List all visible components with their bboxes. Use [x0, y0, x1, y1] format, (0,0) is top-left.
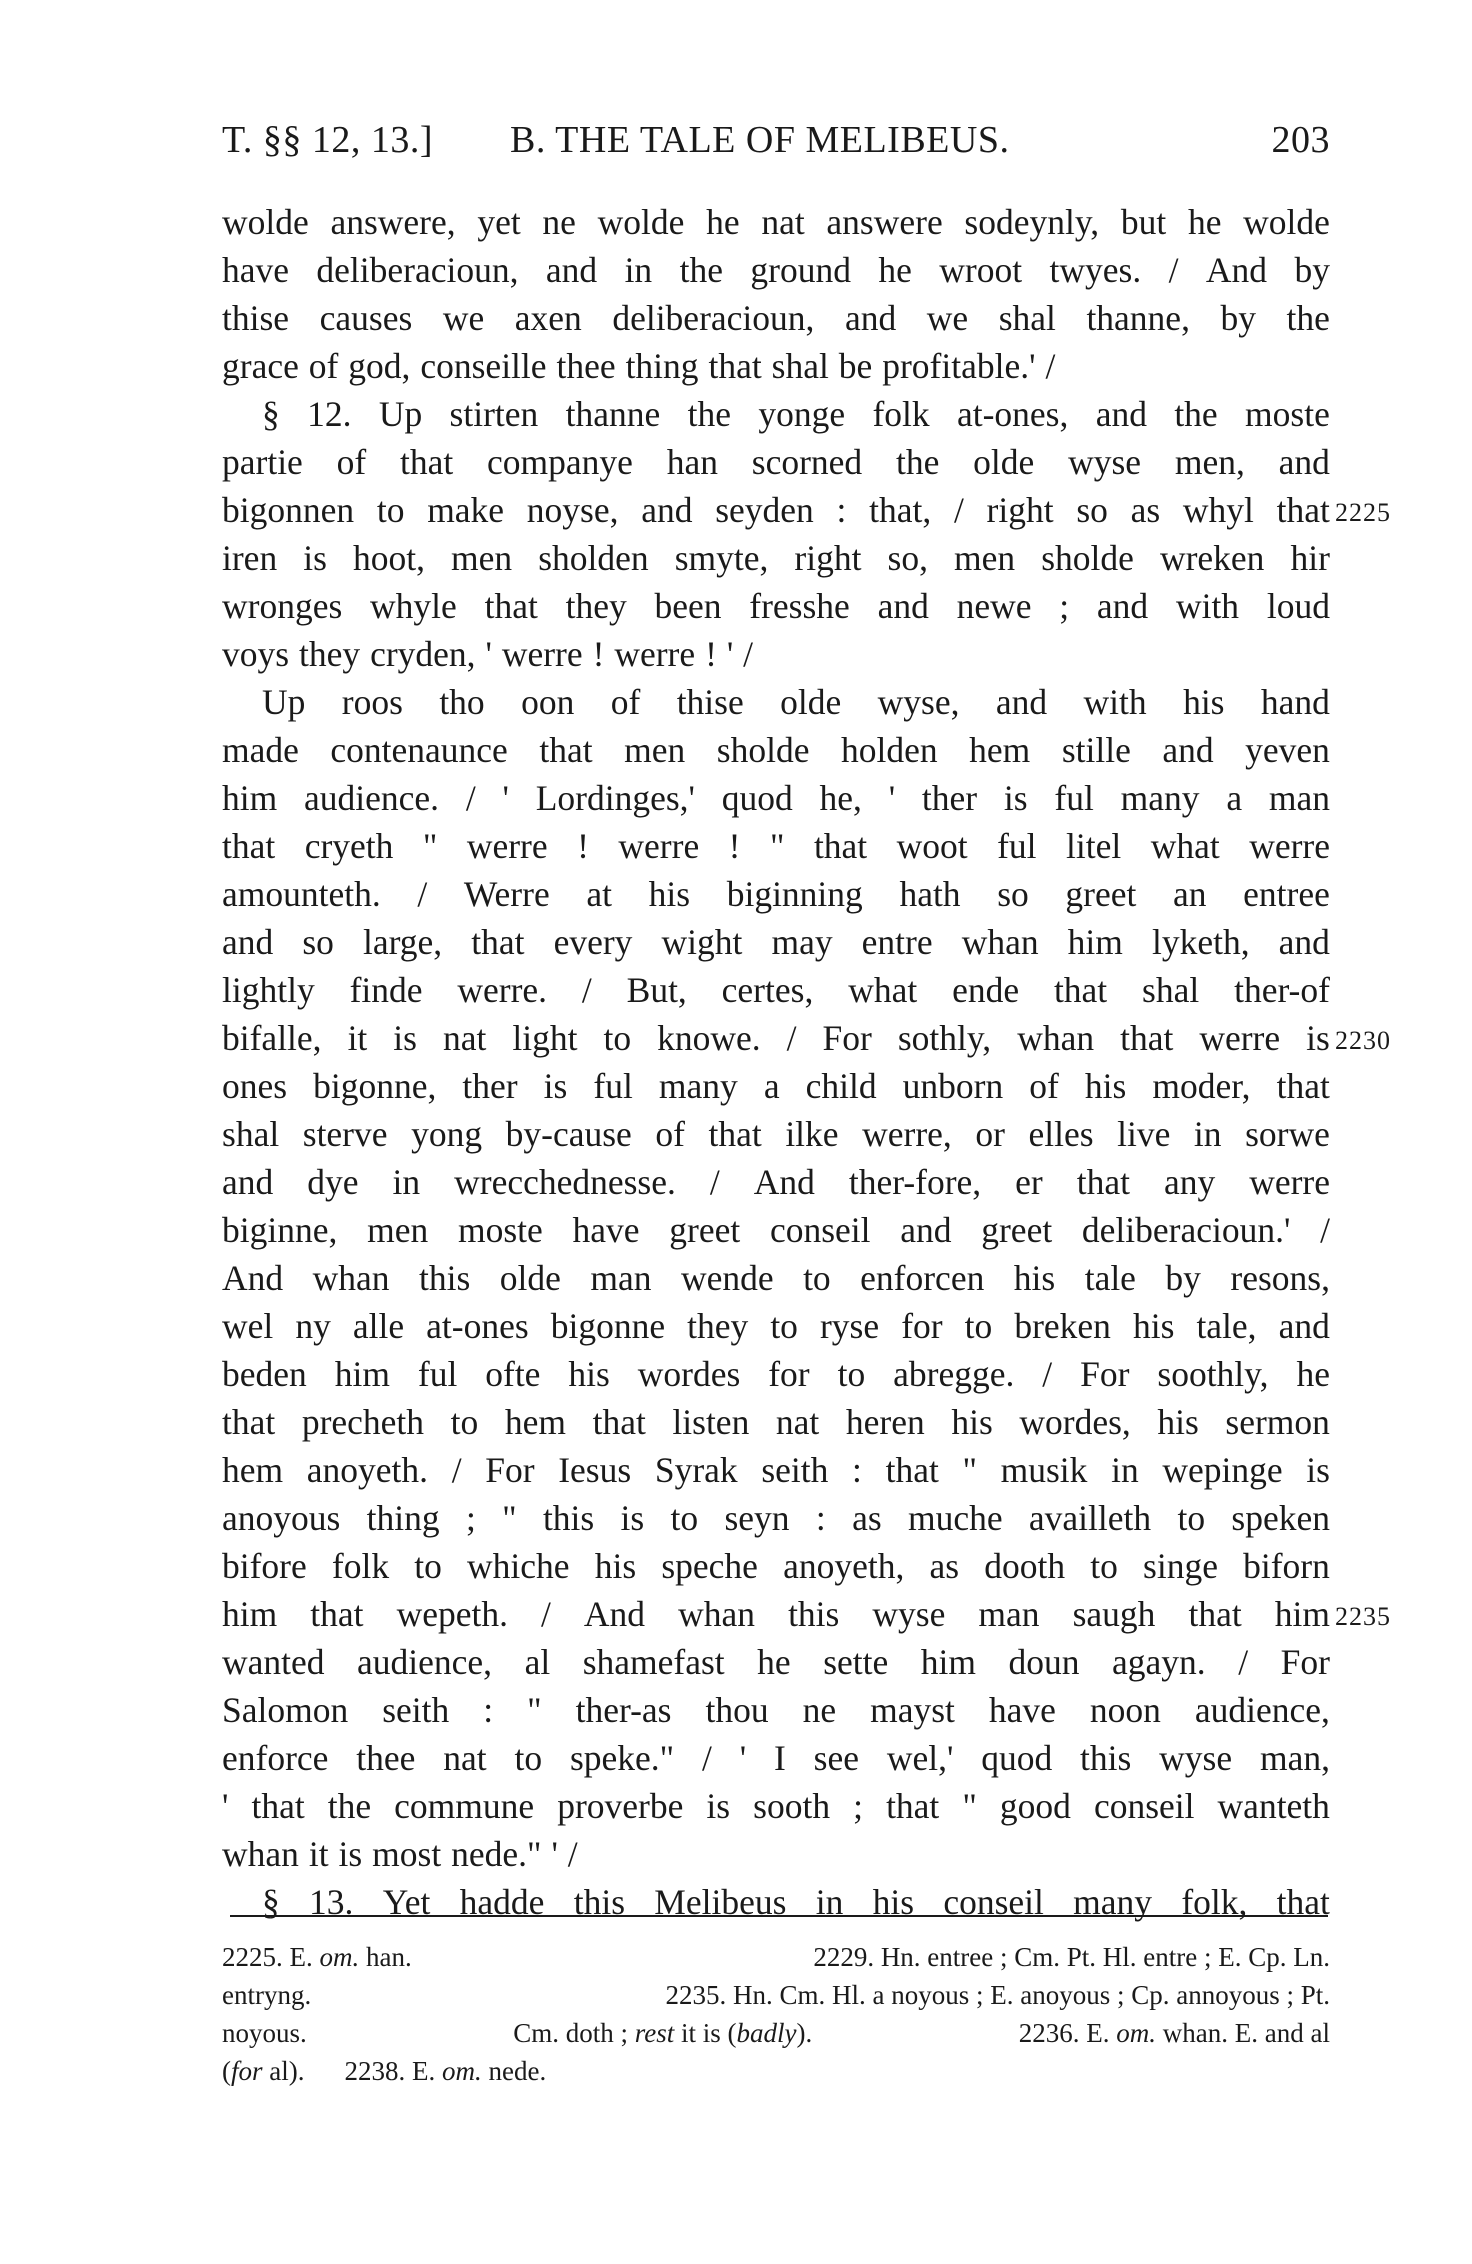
running-title: B. THE TALE OF MELIBEUS.: [510, 119, 1010, 161]
footnote-line: [222, 1938, 1330, 1976]
text-line: enforce thee nat to speke." / ' I see wel,' quod this wyse man,: [222, 1738, 1330, 1778]
footnote-divider: [230, 1915, 1328, 1917]
footnote-line: [222, 1976, 1330, 2014]
text-line: amounteth. / Werre at his biginning hath so greet an entree: [222, 874, 1330, 914]
text-line: hem anoyeth. / For Iesus Syrak seith : that " musik in wepinge is: [222, 1450, 1330, 1490]
footnote-segment: 2225. E. om. han.: [222, 1942, 412, 1972]
text-line: iren is hoot, men sholden smyte, right so, men sholde wreken hir: [222, 538, 1330, 578]
text-line: wolde answere, yet ne wolde he nat answere sodeynly, but he wolde: [222, 202, 1330, 242]
footnote-segment: 2229. Hn. entree ; Cm. Pt. Hl. entre ; E. Cp. Ln.: [813, 1942, 1330, 1972]
text-line: wel ny alle at-ones bigonne they to ryse for to breken his tale, and: [222, 1306, 1330, 1346]
text-line: Up roos tho oon of thise olde wyse, and with his hand: [262, 682, 1330, 722]
text-line: lightly finde werre. / But, certes, what ende that shal ther-of: [222, 970, 1330, 1010]
text-line: bigonnen to make noyse, and seyden : that, / right so as whyl that: [222, 490, 1330, 530]
text-line: bifore folk to whiche his speche anoyeth, as dooth to singe biforn: [222, 1546, 1330, 1586]
footnote-segment: noyous.: [222, 2018, 307, 2048]
footnote-segment: 2235. Hn. Cm. Hl. a noyous ; E. anoyous ; Cp. annoyous ; Pt.: [665, 1980, 1330, 2010]
footnote-segment: entryng.: [222, 1980, 312, 2010]
main-text: [222, 198, 1330, 1926]
text-line: thise causes we axen deliberacioun, and we shal thanne, by the: [222, 298, 1330, 338]
text-line: anoyous thing ; " this is to seyn : as muche availleth to speken: [222, 1498, 1330, 1538]
footnote-segment: Cm. doth ; rest it is (badly).: [513, 2018, 813, 2048]
text-line: have deliberacioun, and in the ground he wroot twyes. / And by: [222, 250, 1330, 290]
footnotes: [222, 1938, 1330, 2090]
footnote-segment: 2236. E. om. whan. E. and al: [1018, 2018, 1330, 2048]
line-number: 2225: [1335, 498, 1391, 527]
section-reference: T. §§ 12, 13.]: [222, 119, 434, 161]
text-line: him that wepeth. / And whan this wyse man saugh that him: [222, 1594, 1330, 1634]
text-line: ' that the commune proverbe is sooth ; that " good conseil wanteth: [222, 1786, 1330, 1826]
text-line: § 13. Yet hadde this Melibeus in his conseil many folk, that: [262, 1882, 1330, 1922]
running-header: [222, 118, 1330, 170]
text-line: Salomon seith : " ther-as thou ne mayst have noon audience,: [222, 1690, 1330, 1730]
text-line: beden him ful ofte his wordes for to abregge. / For soothly, he: [222, 1354, 1330, 1394]
text-line: ones bigonne, ther is ful many a child unborn of his moder, that: [222, 1066, 1330, 1106]
text-line: that cryeth " werre ! werre ! " that woot ful litel what werre: [222, 826, 1330, 866]
text-line: grace of god, conseille thee thing that shal be profitable.' /: [222, 346, 1056, 386]
text-line: partie of that companye han scorned the olde wyse men, and: [222, 442, 1330, 482]
text-line: wanted audience, al shamefast he sette him doun agayn. / For: [222, 1642, 1330, 1682]
text-line: bifalle, it is nat light to knowe. / For sothly, whan that werre is: [222, 1018, 1330, 1058]
text-line: shal sterve yong by-cause of that ilke werre, or elles live in sorwe: [222, 1114, 1330, 1154]
footnote-line: [222, 2014, 1330, 2052]
text-line: made contenaunce that men sholde holden hem stille and yeven: [222, 730, 1330, 770]
text-line: him audience. / ' Lordinges,' quod he, ' ther is ful many a man: [222, 778, 1330, 818]
footnote-segment: (for al).: [222, 2056, 305, 2086]
line-number: 2230: [1335, 1026, 1391, 1055]
text-line: whan it is most nede." ' /: [222, 1834, 578, 1874]
text-line: and so large, that every wight may entre whan him lyketh, and: [222, 922, 1330, 962]
page-number: 203: [1271, 119, 1330, 161]
text-line: And whan this olde man wende to enforcen his tale by resons,: [222, 1258, 1330, 1298]
text-line: that precheth to hem that listen nat heren his wordes, his sermon: [222, 1402, 1330, 1442]
text-line: biginne, men moste have greet conseil and greet deliberacioun.' /: [222, 1210, 1330, 1250]
text-line: voys they cryden, ' werre ! werre ! ' /: [222, 634, 754, 674]
footnote-segment: 2238. E. om. nede.: [344, 2056, 547, 2086]
footnote-line: [222, 2052, 1330, 2090]
text-line: and dye in wrecchednesse. / And ther-fore, er that any werre: [222, 1162, 1330, 1202]
line-number: 2235: [1335, 1602, 1391, 1631]
text-line: § 12. Up stirten thanne the yonge folk at-ones, and the moste: [262, 394, 1330, 434]
text-line: wronges whyle that they been fresshe and newe ; and with loud: [222, 586, 1330, 626]
